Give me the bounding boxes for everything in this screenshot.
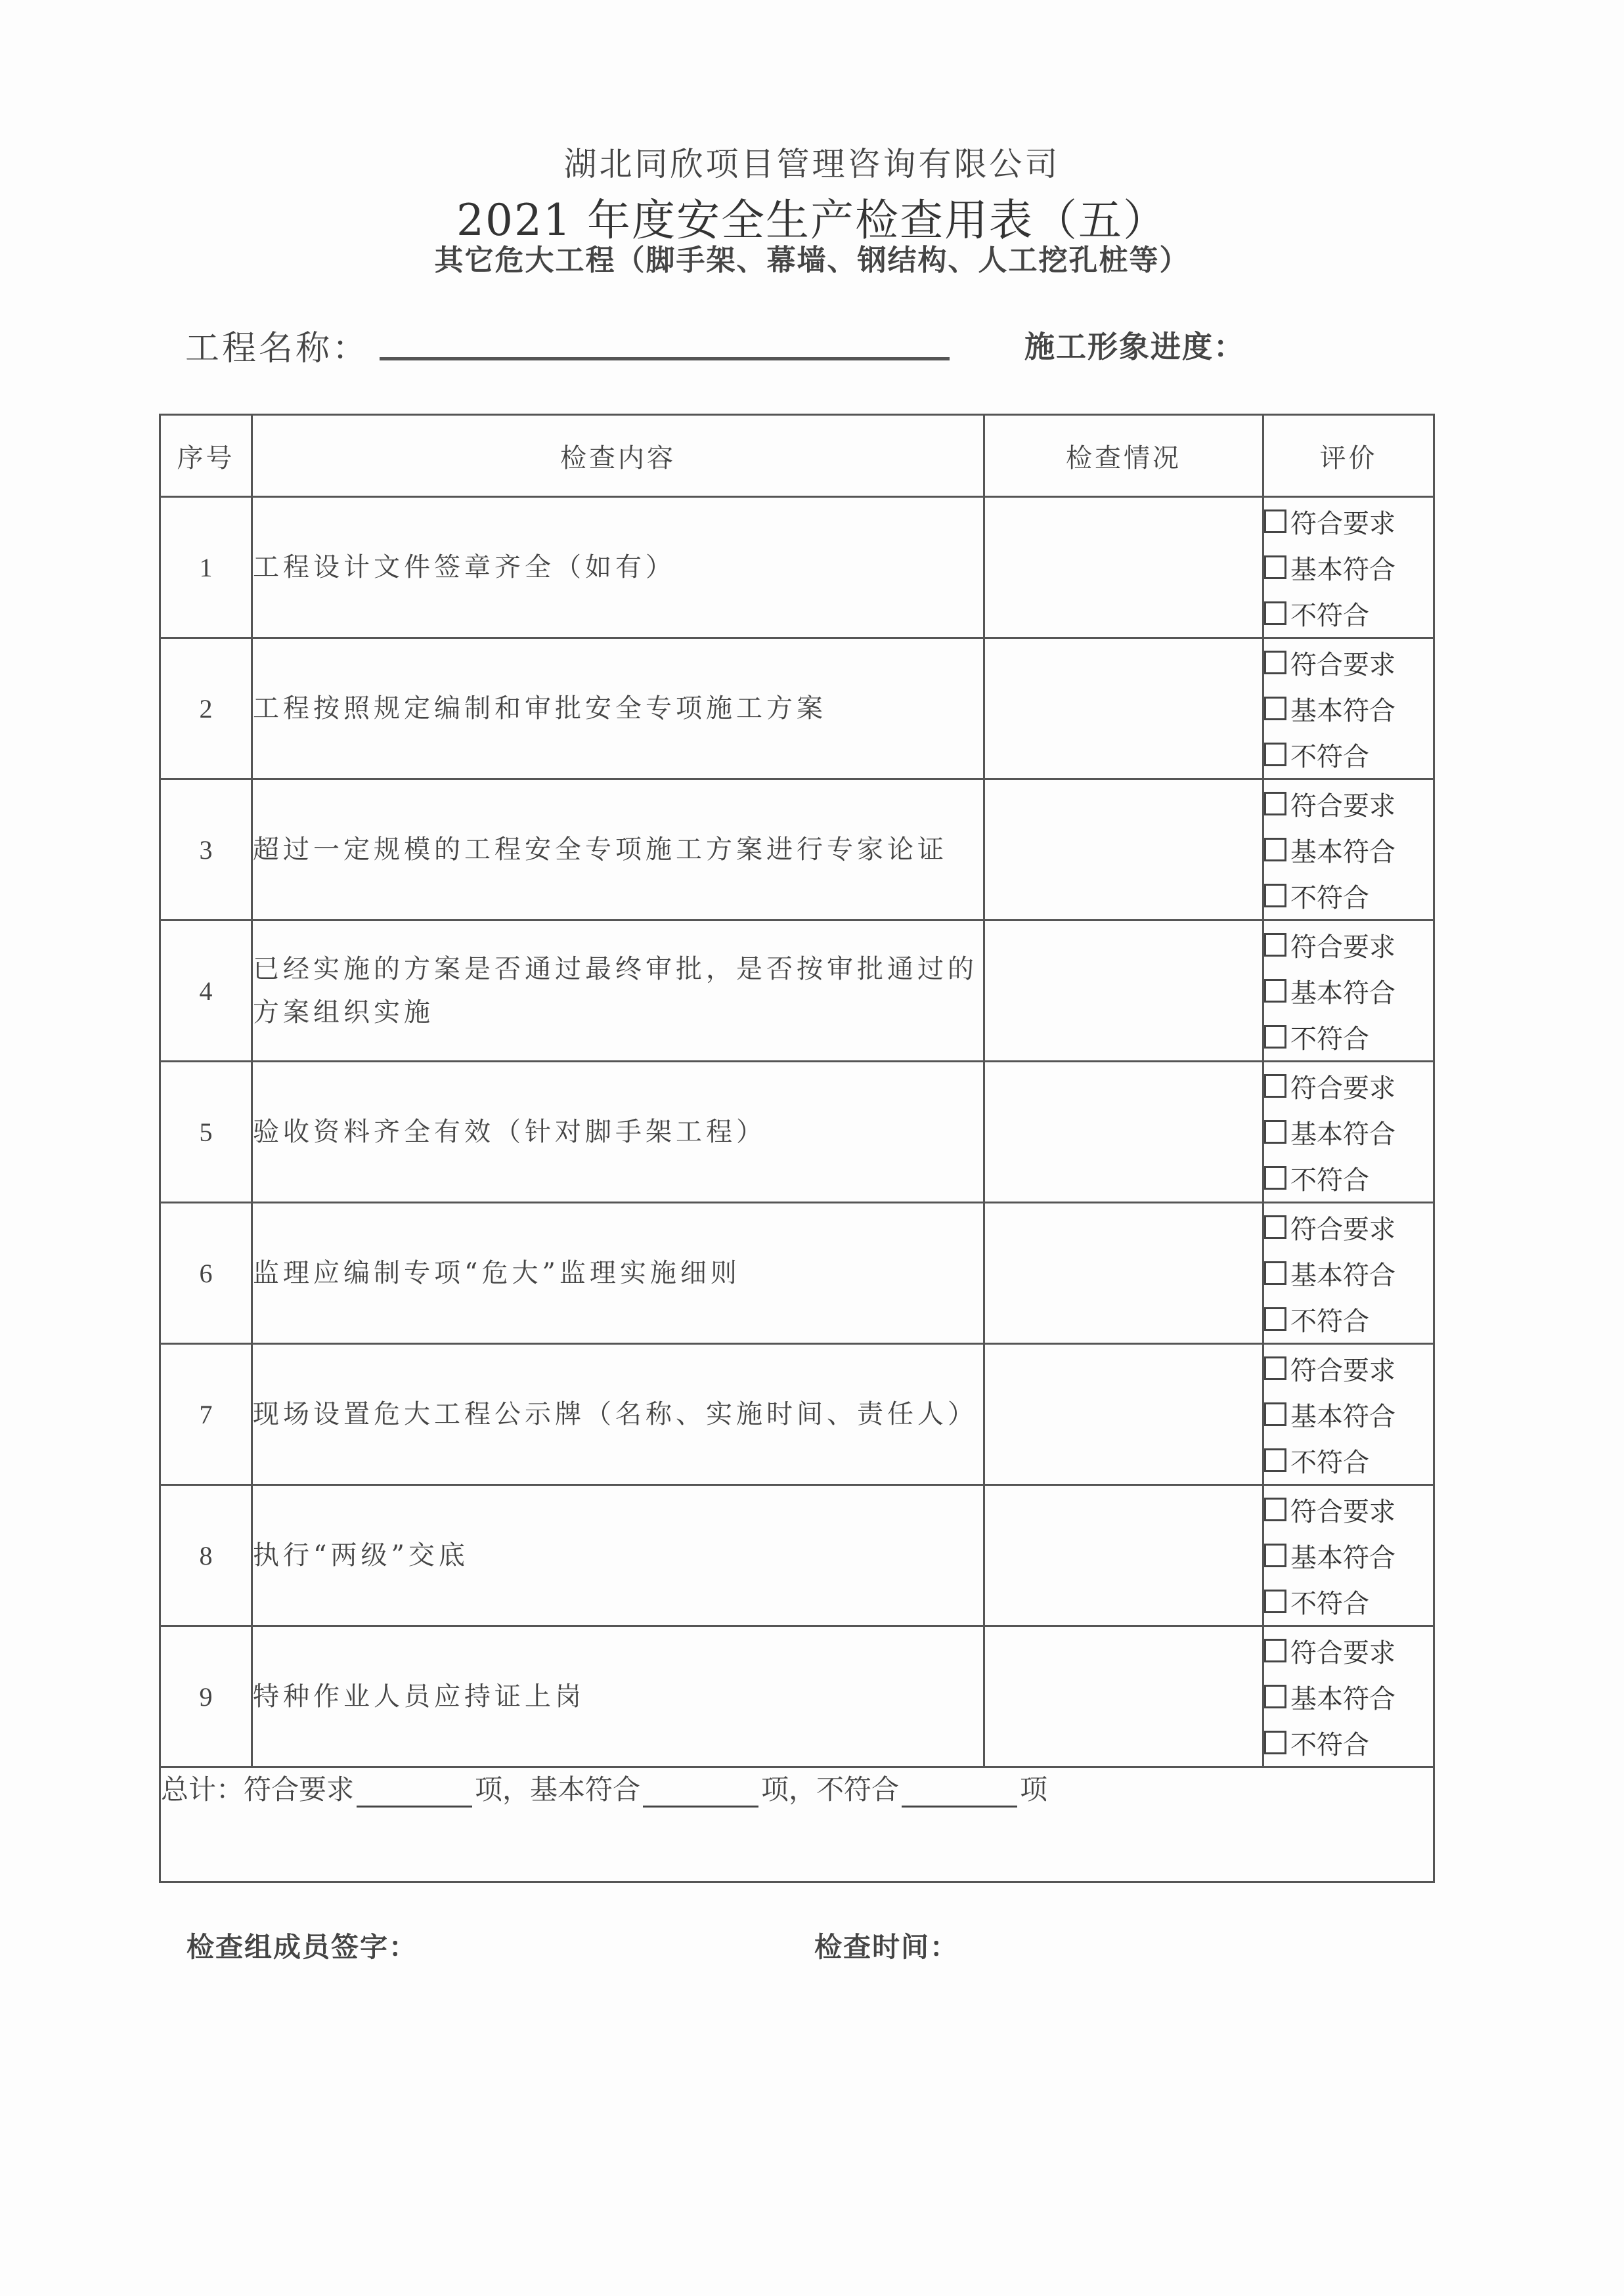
- evaluation-cell: [1263, 921, 1434, 1062]
- evaluation-option[interactable]: [1264, 1250, 1433, 1296]
- row-number: 9: [160, 1626, 252, 1767]
- conform-count-field[interactable]: [357, 1779, 472, 1808]
- construction-progress-label: 施工形象进度：: [1024, 329, 1245, 364]
- checkbox-icon[interactable]: [1264, 1402, 1286, 1426]
- check-content: 工程设计文件签章齐全（如有）: [252, 497, 984, 638]
- checkbox-icon[interactable]: [1264, 1025, 1286, 1049]
- evaluation-cell: [1263, 779, 1434, 921]
- checkbox-icon[interactable]: [1264, 555, 1286, 579]
- evaluation-option-label: 基本符合: [1290, 1119, 1395, 1150]
- checkbox-icon[interactable]: [1264, 1685, 1286, 1708]
- checkbox-icon[interactable]: [1264, 1448, 1286, 1472]
- checkbox-icon[interactable]: [1264, 1590, 1286, 1613]
- check-status-field[interactable]: [984, 497, 1263, 638]
- check-status-field[interactable]: [984, 921, 1263, 1062]
- table-row: [160, 1485, 1434, 1626]
- inspection-time-label: 检查时间：: [814, 1931, 959, 1963]
- evaluation-option[interactable]: [1264, 590, 1433, 636]
- evaluation-option[interactable]: [1264, 1391, 1433, 1437]
- row-number: 5: [160, 1062, 252, 1203]
- evaluation-option-label: 基本符合: [1290, 836, 1395, 867]
- checkbox-icon[interactable]: [1264, 792, 1286, 815]
- row-number: 1: [160, 497, 252, 638]
- evaluation-option[interactable]: [1264, 781, 1433, 827]
- evaluation-option[interactable]: [1264, 1674, 1433, 1720]
- evaluation-option-label: 不符合: [1290, 1024, 1369, 1054]
- evaluation-option[interactable]: [1264, 1063, 1433, 1109]
- check-status-field[interactable]: [984, 1485, 1263, 1626]
- nonconform-count-field[interactable]: [902, 1779, 1017, 1808]
- table-row: [160, 1344, 1434, 1485]
- evaluation-option-label: 符合要求: [1290, 1637, 1395, 1668]
- evaluation-option[interactable]: [1264, 498, 1433, 544]
- evaluation-option-label: 符合要求: [1290, 791, 1395, 821]
- evaluation-option[interactable]: [1264, 968, 1433, 1014]
- summary-prefix: 总计：符合要求: [161, 1773, 355, 1806]
- checkbox-icon[interactable]: [1264, 743, 1286, 766]
- checkbox-icon[interactable]: [1264, 884, 1286, 907]
- checkbox-icon[interactable]: [1264, 1498, 1286, 1521]
- checkbox-icon[interactable]: [1264, 697, 1286, 720]
- row-number: 2: [160, 638, 252, 779]
- checkbox-icon[interactable]: [1264, 1166, 1286, 1190]
- evaluation-option[interactable]: [1264, 1532, 1433, 1578]
- check-content: 超过一定规模的工程安全专项施工方案进行专家论证: [252, 779, 984, 921]
- evaluation-option[interactable]: [1264, 1437, 1433, 1483]
- checkbox-icon[interactable]: [1264, 1544, 1286, 1567]
- table-row: [160, 638, 1434, 779]
- signature-label: 检查组成员签字：: [187, 1931, 418, 1963]
- checkbox-icon[interactable]: [1264, 651, 1286, 674]
- evaluation-option-label: 不符合: [1290, 1165, 1369, 1196]
- table-row: [160, 1626, 1434, 1767]
- inspection-table: [159, 414, 1435, 1883]
- evaluation-option[interactable]: [1264, 1345, 1433, 1391]
- evaluation-option[interactable]: [1264, 685, 1433, 731]
- evaluation-option-label: 符合要求: [1290, 649, 1395, 680]
- evaluation-option-label: 符合要求: [1290, 1073, 1395, 1104]
- evaluation-option[interactable]: [1264, 639, 1433, 685]
- evaluation-option[interactable]: [1264, 1155, 1433, 1201]
- evaluation-option-label: 符合要求: [1290, 1496, 1395, 1527]
- summary-unit-2: 项，不符合: [761, 1773, 900, 1806]
- evaluation-option[interactable]: [1264, 544, 1433, 590]
- row-number: 4: [160, 921, 252, 1062]
- checkbox-icon[interactable]: [1264, 1074, 1286, 1098]
- evaluation-option-label: 不符合: [1290, 1588, 1369, 1619]
- check-content: 监理应编制专项“危大”监理实施细则: [252, 1203, 984, 1344]
- table-header-row: [160, 415, 1434, 497]
- evaluation-option-label: 不符合: [1290, 1729, 1369, 1760]
- checkbox-icon[interactable]: [1264, 1731, 1286, 1754]
- column-header-evaluation: 评价: [1263, 415, 1434, 497]
- table-row: [160, 497, 1434, 638]
- evaluation-option[interactable]: [1264, 1628, 1433, 1674]
- checkbox-icon[interactable]: [1264, 601, 1286, 625]
- evaluation-option[interactable]: [1264, 922, 1433, 968]
- check-content: 已经实施的方案是否通过最终审批，是否按审批通过的方案组织实施: [252, 921, 984, 1062]
- evaluation-option[interactable]: [1264, 1578, 1433, 1624]
- evaluation-option[interactable]: [1264, 1204, 1433, 1250]
- evaluation-cell: [1263, 1344, 1434, 1485]
- row-number: 8: [160, 1485, 252, 1626]
- check-content: 特种作业人员应持证上岗: [252, 1626, 984, 1767]
- basic-conform-count-field[interactable]: [643, 1779, 758, 1808]
- evaluation-option-label: 不符合: [1290, 882, 1369, 913]
- evaluation-cell: [1263, 1203, 1434, 1344]
- check-status-field[interactable]: [984, 1203, 1263, 1344]
- evaluation-option-label: 不符合: [1290, 741, 1369, 772]
- evaluation-option[interactable]: [1264, 1296, 1433, 1342]
- check-content: 现场设置危大工程公示牌（名称、实施时间、责任人）: [252, 1344, 984, 1485]
- evaluation-option-label: 基本符合: [1290, 1542, 1395, 1573]
- evaluation-option-label: 基本符合: [1290, 978, 1395, 1008]
- checkbox-icon[interactable]: [1264, 1120, 1286, 1144]
- summary-unit-3: 项: [1020, 1773, 1048, 1806]
- evaluation-option-label: 基本符合: [1290, 695, 1395, 726]
- checkbox-icon[interactable]: [1264, 1215, 1286, 1239]
- project-name-field[interactable]: [380, 357, 950, 360]
- checkbox-icon[interactable]: [1264, 1261, 1286, 1285]
- evaluation-option-label: 符合要求: [1290, 508, 1395, 539]
- row-number: 6: [160, 1203, 252, 1344]
- evaluation-option-label: 不符合: [1290, 1306, 1369, 1337]
- column-header-content: 检查内容: [252, 415, 984, 497]
- check-content: 执行“两级”交底: [252, 1485, 984, 1626]
- row-number: 7: [160, 1344, 252, 1485]
- evaluation-option-label: 基本符合: [1290, 1260, 1395, 1291]
- evaluation-cell: [1263, 1062, 1434, 1203]
- table-row: [160, 779, 1434, 921]
- form-title: 2021 年度安全生产检查用表（五）: [456, 195, 1168, 246]
- summary-unit-1: 项，基本符合: [475, 1773, 641, 1806]
- evaluation-option-label: 基本符合: [1290, 1401, 1395, 1432]
- evaluation-option-label: 基本符合: [1290, 1683, 1395, 1714]
- evaluation-option-label: 符合要求: [1290, 1214, 1395, 1245]
- company-name: 湖北同欣项目管理咨询有限公司: [563, 145, 1061, 183]
- table-row: [160, 1062, 1434, 1203]
- row-number: 3: [160, 779, 252, 921]
- evaluation-cell: [1263, 497, 1434, 638]
- table-row: [160, 921, 1434, 1062]
- evaluation-option-label: 不符合: [1290, 1447, 1369, 1478]
- checkbox-icon[interactable]: [1264, 933, 1286, 957]
- checkbox-icon[interactable]: [1264, 509, 1286, 533]
- evaluation-option-label: 符合要求: [1290, 1355, 1395, 1386]
- evaluation-option[interactable]: [1264, 1486, 1433, 1532]
- summary-row: [160, 1767, 1434, 1882]
- evaluation-option[interactable]: [1264, 1014, 1433, 1060]
- checkbox-icon[interactable]: [1264, 1639, 1286, 1662]
- summary-cell: [160, 1767, 1434, 1882]
- table-row: [160, 1203, 1434, 1344]
- evaluation-cell: [1263, 1485, 1434, 1626]
- evaluation-option[interactable]: [1264, 731, 1433, 777]
- evaluation-option-label: 不符合: [1290, 600, 1369, 631]
- evaluation-option[interactable]: [1264, 1109, 1433, 1155]
- evaluation-option-label: 基本符合: [1290, 554, 1395, 585]
- check-status-field[interactable]: [984, 1062, 1263, 1203]
- check-content: 工程按照规定编制和审批安全专项施工方案: [252, 638, 984, 779]
- checkbox-icon[interactable]: [1264, 1307, 1286, 1331]
- check-content: 验收资料齐全有效（针对脚手架工程）: [252, 1062, 984, 1203]
- project-name-label: 工程名称：: [185, 329, 370, 368]
- check-status-field[interactable]: [984, 638, 1263, 779]
- evaluation-option[interactable]: [1264, 1720, 1433, 1765]
- evaluation-cell: [1263, 1626, 1434, 1767]
- evaluation-option[interactable]: [1264, 827, 1433, 873]
- form-subtitle: 其它危大工程（脚手架、幕墙、钢结构、人工挖孔桩等）: [434, 244, 1190, 277]
- check-status-field[interactable]: [984, 1344, 1263, 1485]
- check-status-field[interactable]: [984, 779, 1263, 921]
- evaluation-option[interactable]: [1264, 873, 1433, 919]
- evaluation-option-label: 符合要求: [1290, 932, 1395, 963]
- column-header-status: 检查情况: [984, 415, 1263, 497]
- checkbox-icon[interactable]: [1264, 979, 1286, 1003]
- evaluation-cell: [1263, 638, 1434, 779]
- column-header-no: 序号: [160, 415, 252, 497]
- check-status-field[interactable]: [984, 1626, 1263, 1767]
- checkbox-icon[interactable]: [1264, 838, 1286, 861]
- checkbox-icon[interactable]: [1264, 1356, 1286, 1380]
